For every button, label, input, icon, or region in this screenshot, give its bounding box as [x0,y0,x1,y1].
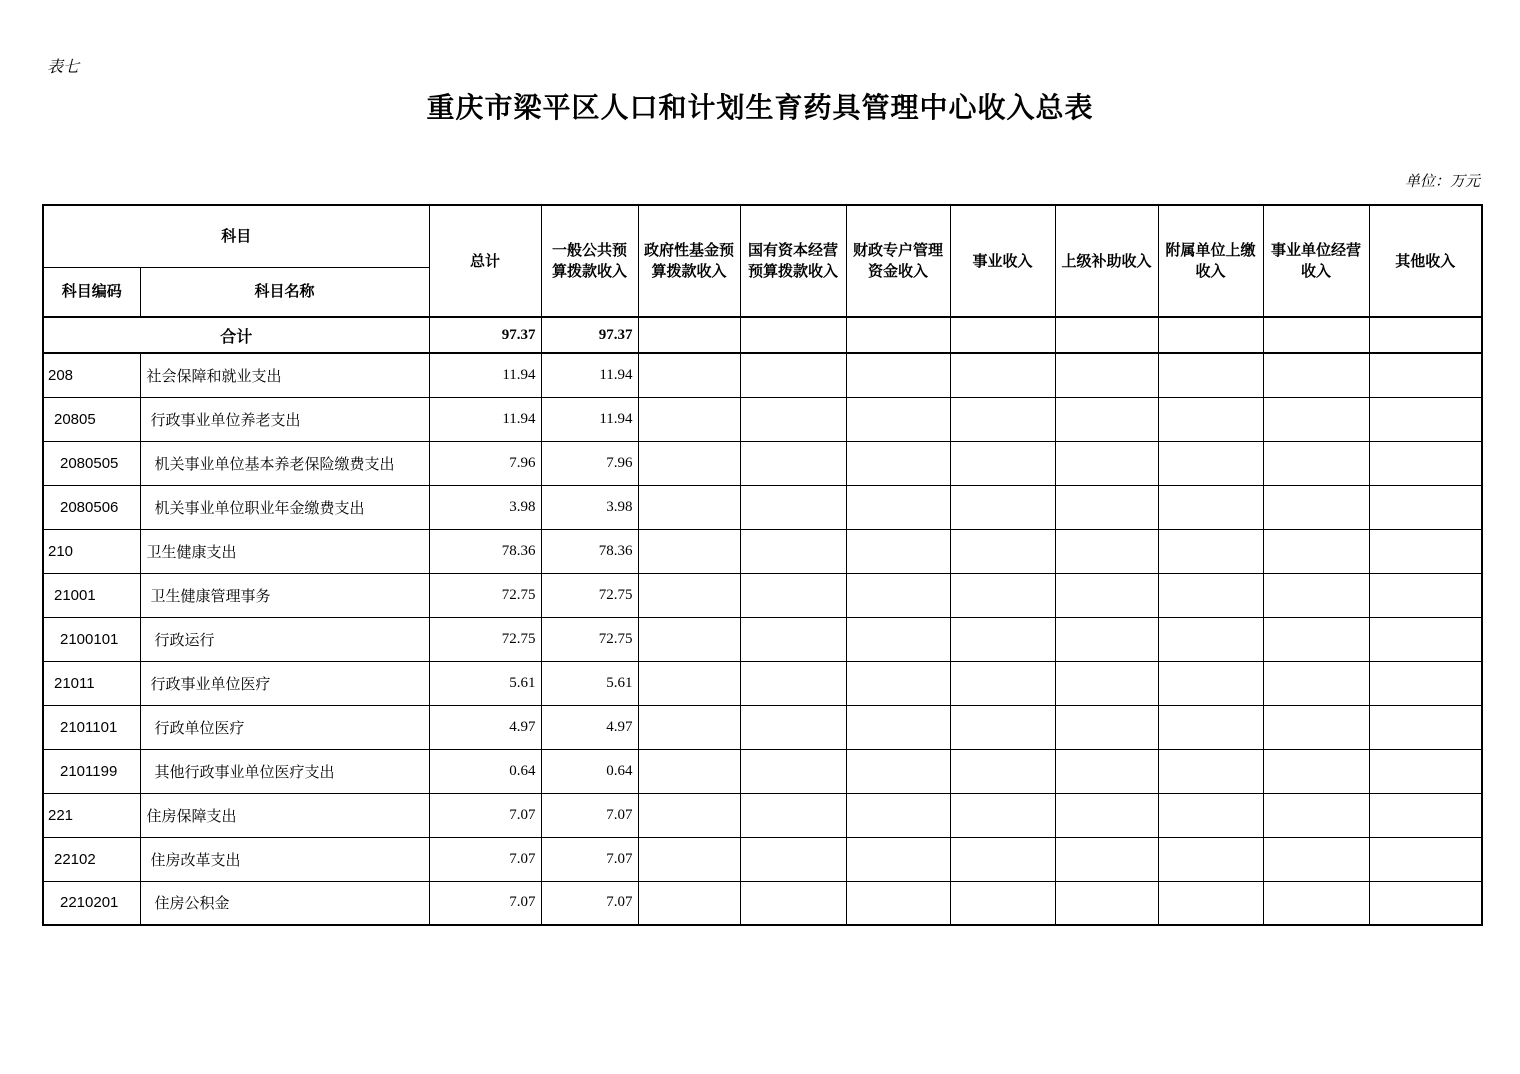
value-cell [1158,529,1263,573]
value-cell [740,881,846,925]
total-value-cell [950,317,1055,353]
income-summary-table [42,204,1483,926]
value-cell [950,529,1055,573]
value-cell [1055,617,1158,661]
value-cell: 11.94 [429,397,541,441]
total-value-cell [638,317,740,353]
subject-name-cell: 行政事业单位医疗 [140,661,429,705]
value-cell [950,881,1055,925]
value-cell [846,881,950,925]
value-cell [740,617,846,661]
header-column: 一般公共预算拨款收入 [541,205,638,317]
value-cell: 11.94 [541,397,638,441]
subject-name-cell: 行政运行 [140,617,429,661]
value-cell [638,617,740,661]
subject-name-cell: 住房公积金 [140,881,429,925]
value-cell [1158,441,1263,485]
value-cell [638,441,740,485]
value-cell: 0.64 [429,749,541,793]
value-cell [1158,837,1263,881]
value-cell [638,661,740,705]
value-cell [1055,397,1158,441]
value-cell [1055,529,1158,573]
value-cell [740,397,846,441]
value-cell [638,529,740,573]
subject-name-cell: 其他行政事业单位医疗支出 [140,749,429,793]
value-cell [1158,573,1263,617]
value-cell: 72.75 [429,573,541,617]
value-cell: 78.36 [541,529,638,573]
header-column: 上级补助收入 [1055,205,1158,317]
header-column: 附属单位上缴收入 [1158,205,1263,317]
subject-name-cell: 住房改革支出 [140,837,429,881]
value-cell [1158,881,1263,925]
table-row [43,881,1482,925]
subject-code-cell: 2100101 [43,617,140,661]
value-cell [1055,441,1158,485]
page-title: 重庆市梁平区人口和计划生育药具管理中心收入总表 [426,93,1094,124]
value-cell [1369,617,1482,661]
subject-code-cell: 20805 [43,397,140,441]
value-cell [638,353,740,397]
header-row-top [43,205,1482,267]
table-row [43,485,1482,529]
total-value-cell [1158,317,1263,353]
total-row [43,317,1482,353]
value-cell: 5.61 [429,661,541,705]
value-cell [1263,397,1369,441]
total-value-cell: 97.37 [429,317,541,353]
value-cell [638,485,740,529]
header-subject-group: 科目 [43,205,429,267]
subject-name-cell: 卫生健康管理事务 [140,573,429,617]
value-cell [1369,793,1482,837]
value-cell [846,749,950,793]
header-column: 事业收入 [950,205,1055,317]
subject-name-cell: 住房保障支出 [140,793,429,837]
value-cell [1158,397,1263,441]
value-cell [1158,617,1263,661]
value-cell [1055,705,1158,749]
value-cell [638,573,740,617]
table-number-label: 表七 [47,57,80,76]
value-cell [1369,397,1482,441]
value-cell: 7.96 [429,441,541,485]
table-row [43,749,1482,793]
value-cell [1369,661,1482,705]
value-cell [740,705,846,749]
value-cell [740,837,846,881]
value-cell [638,705,740,749]
table-row [43,793,1482,837]
subject-name-cell: 行政事业单位养老支出 [140,397,429,441]
value-cell [740,485,846,529]
subject-code-cell: 2080506 [43,485,140,529]
header-column: 政府性基金预算拨款收入 [638,205,740,317]
value-cell [1263,705,1369,749]
subject-name-cell: 机关事业单位职业年金缴费支出 [140,485,429,529]
value-cell [950,661,1055,705]
value-cell [950,837,1055,881]
value-cell [740,441,846,485]
subject-code-cell: 2101101 [43,705,140,749]
header-column-total: 总计 [429,205,541,317]
value-cell [1263,617,1369,661]
value-cell [1158,749,1263,793]
value-cell: 0.64 [541,749,638,793]
subject-code-cell: 21001 [43,573,140,617]
value-cell: 11.94 [429,353,541,397]
value-cell [1369,881,1482,925]
value-cell [740,661,846,705]
value-cell [1369,353,1482,397]
value-cell [950,705,1055,749]
value-cell [1263,881,1369,925]
total-value-cell: 97.37 [541,317,638,353]
value-cell [1369,573,1482,617]
value-cell [1369,749,1482,793]
value-cell [1158,793,1263,837]
value-cell [950,441,1055,485]
value-cell [1055,749,1158,793]
value-cell [1055,573,1158,617]
value-cell [1158,661,1263,705]
value-cell [638,397,740,441]
value-cell: 7.07 [541,881,638,925]
subject-name-cell: 行政单位医疗 [140,705,429,749]
subject-name-cell: 机关事业单位基本养老保险缴费支出 [140,441,429,485]
subject-name-cell: 社会保障和就业支出 [140,353,429,397]
value-cell [950,749,1055,793]
value-cell: 7.96 [541,441,638,485]
table-row [43,529,1482,573]
value-cell [740,529,846,573]
value-cell: 4.97 [541,705,638,749]
header-subject-code: 科目编码 [43,267,140,317]
value-cell [846,485,950,529]
value-cell: 72.75 [541,617,638,661]
value-cell [1263,441,1369,485]
subject-code-cell: 21011 [43,661,140,705]
unit-label: 单位：万元 [1404,172,1480,190]
value-cell: 7.07 [541,837,638,881]
table-row [43,353,1482,397]
value-cell [950,485,1055,529]
value-cell [846,397,950,441]
table-row [43,837,1482,881]
table-row [43,705,1482,749]
value-cell [1369,441,1482,485]
value-cell: 4.97 [429,705,541,749]
value-cell [740,749,846,793]
value-cell: 7.07 [429,837,541,881]
value-cell [846,837,950,881]
value-cell [950,397,1055,441]
header-column: 国有资本经营预算拨款收入 [740,205,846,317]
value-cell [1263,485,1369,529]
value-cell [1055,485,1158,529]
value-cell [846,529,950,573]
value-cell [1263,837,1369,881]
value-cell [740,793,846,837]
total-label: 合计 [43,317,429,353]
value-cell: 3.98 [429,485,541,529]
subject-code-cell: 208 [43,353,140,397]
value-cell: 72.75 [429,617,541,661]
value-cell: 5.61 [541,661,638,705]
value-cell [1263,793,1369,837]
value-cell [1055,837,1158,881]
value-cell [1369,705,1482,749]
total-value-cell [740,317,846,353]
header-subject-name: 科目名称 [140,267,429,317]
header-column: 事业单位经营收入 [1263,205,1369,317]
total-value-cell [1263,317,1369,353]
value-cell: 11.94 [541,353,638,397]
value-cell [846,353,950,397]
value-cell [846,441,950,485]
value-cell [1369,529,1482,573]
value-cell [1055,661,1158,705]
table-row [43,617,1482,661]
value-cell [846,661,950,705]
value-cell [846,617,950,661]
value-cell [1158,705,1263,749]
value-cell [1263,529,1369,573]
table-row [43,441,1482,485]
value-cell [1369,485,1482,529]
value-cell [846,573,950,617]
value-cell [638,837,740,881]
value-cell [1158,353,1263,397]
table-row [43,397,1482,441]
value-cell [1055,793,1158,837]
value-cell [1158,485,1263,529]
value-cell [1263,661,1369,705]
value-cell [950,353,1055,397]
value-cell [1263,573,1369,617]
value-cell [1263,749,1369,793]
value-cell [638,793,740,837]
total-value-cell [1055,317,1158,353]
value-cell [638,881,740,925]
value-cell [950,617,1055,661]
value-cell [638,749,740,793]
subject-code-cell: 2101199 [43,749,140,793]
subject-code-cell: 22102 [43,837,140,881]
value-cell: 78.36 [429,529,541,573]
header-column: 财政专户管理资金收入 [846,205,950,317]
value-cell: 7.07 [429,793,541,837]
value-cell [1055,353,1158,397]
value-cell [1263,353,1369,397]
value-cell [950,573,1055,617]
value-cell [846,705,950,749]
table-row [43,661,1482,705]
subject-name-cell: 卫生健康支出 [140,529,429,573]
value-cell: 7.07 [541,793,638,837]
value-cell: 3.98 [541,485,638,529]
header-column: 其他收入 [1369,205,1482,317]
subject-code-cell: 210 [43,529,140,573]
subject-code-cell: 2210201 [43,881,140,925]
value-cell [1369,837,1482,881]
value-cell: 72.75 [541,573,638,617]
table-row [43,573,1482,617]
value-cell [1055,881,1158,925]
total-value-cell [846,317,950,353]
subject-code-cell: 2080505 [43,441,140,485]
value-cell [740,573,846,617]
value-cell [740,353,846,397]
value-cell [846,793,950,837]
value-cell: 7.07 [429,881,541,925]
total-value-cell [1369,317,1482,353]
subject-code-cell: 221 [43,793,140,837]
value-cell [950,793,1055,837]
